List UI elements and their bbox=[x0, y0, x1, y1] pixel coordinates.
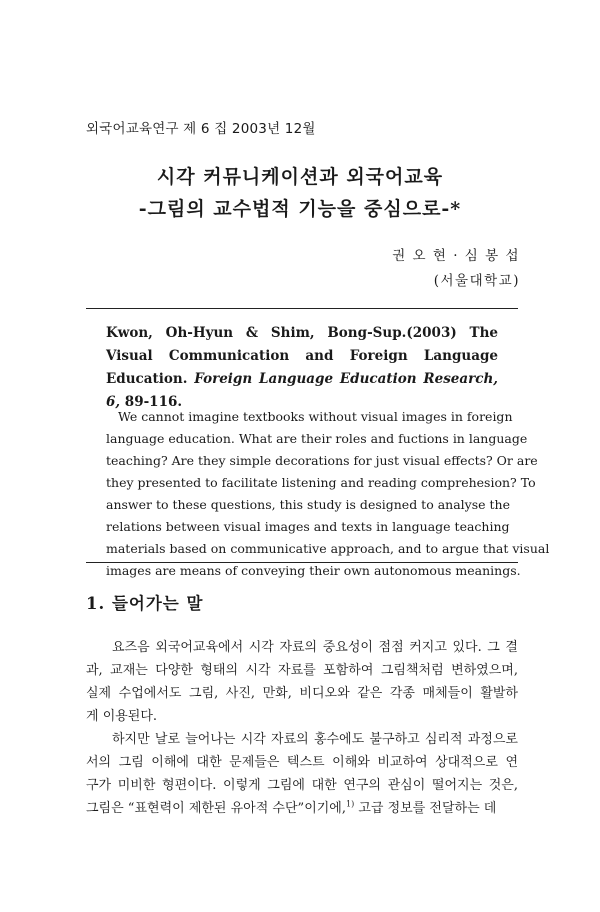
footnote-mark[interactable]: 1) bbox=[346, 799, 355, 809]
body-line: 서의 그림 이해에 대한 문제들은 텍스트 이해와 비교하여 상대적으로 연 bbox=[86, 755, 518, 770]
body-line-with-footnote bbox=[86, 797, 518, 820]
journal-info: 외국어교육연구 제 6 집 2003년 12월 bbox=[86, 121, 316, 137]
abstract-line: answer to these questions, this study is designed to analyse the bbox=[106, 497, 510, 512]
abstract-line: they presented to facilitate listening and reading comprehesion? To bbox=[106, 475, 536, 490]
abstract-line: language education. What are their roles and fuctions in language bbox=[106, 431, 528, 446]
citation bbox=[106, 322, 498, 414]
body-line-text: 그림은 “표현력이 제한된 유아적 수단”이기에, bbox=[86, 801, 346, 816]
abstract-line: materials based on communicative approach, and to argue that visual bbox=[106, 541, 550, 556]
paper-subtitle: -그림의 교수법적 기능을 중심으로-* bbox=[138, 198, 462, 220]
citation-pages: 89-116. bbox=[124, 394, 183, 410]
citation-authors: Kwon, Oh-Hyun & Shim, Bong-Sup.(2003) bbox=[106, 325, 457, 341]
abstract-line: images are means of conveying their own autonomous meanings. bbox=[106, 563, 521, 578]
abstract-top-rule bbox=[86, 308, 518, 309]
body-line: 요즈음 외국어교육에서 시각 자료의 중요성이 점점 커지고 있다. 그 결 bbox=[112, 640, 518, 655]
body-line: 하지만 날로 늘어나는 시각 자료의 홍수에도 불구하고 심리적 과정으로 bbox=[112, 732, 518, 747]
body-line: 과, 교재는 다양한 형태의 시각 자료를 포함하여 그림책처럼 변하였으며, bbox=[86, 663, 518, 678]
body-line: 구가 미비한 형편이다. 이렇게 그림에 대한 연구의 관심이 떨어지는 것은, bbox=[86, 778, 518, 793]
abstract bbox=[106, 406, 550, 582]
abstract-bottom-rule bbox=[86, 562, 518, 563]
abstract-line: teaching? Are they simple decorations for just visual effects? Or are bbox=[106, 453, 538, 468]
author-affiliation: (서울대학교) bbox=[433, 273, 520, 289]
abstract-line: We cannot imagine textbooks without visual images in foreign bbox=[118, 409, 513, 424]
citation-journal: Foreign Language Education Research, 6, bbox=[106, 371, 498, 410]
body-line: 게 이용된다. bbox=[86, 709, 158, 724]
abstract-line: relations between visual images and texts in language teaching bbox=[106, 519, 510, 534]
section-body bbox=[86, 636, 518, 820]
body-line-tail: 고급 정보를 전달하는 데 bbox=[354, 801, 497, 816]
body-line: 실제 수업에서도 그림, 사진, 만화, 비디오와 같은 각종 매체들이 활발하 bbox=[86, 686, 518, 701]
author-names: 권 오 현 · 심 봉 섭 bbox=[392, 248, 520, 264]
paper-title: 시각 커뮤니케이션과 외국어교육 bbox=[156, 166, 444, 188]
citation-title: The Visual Communication and Foreign Language Education. bbox=[106, 325, 498, 387]
author-block bbox=[392, 244, 520, 294]
section-heading: 1. 들어가는 말 bbox=[86, 594, 204, 613]
